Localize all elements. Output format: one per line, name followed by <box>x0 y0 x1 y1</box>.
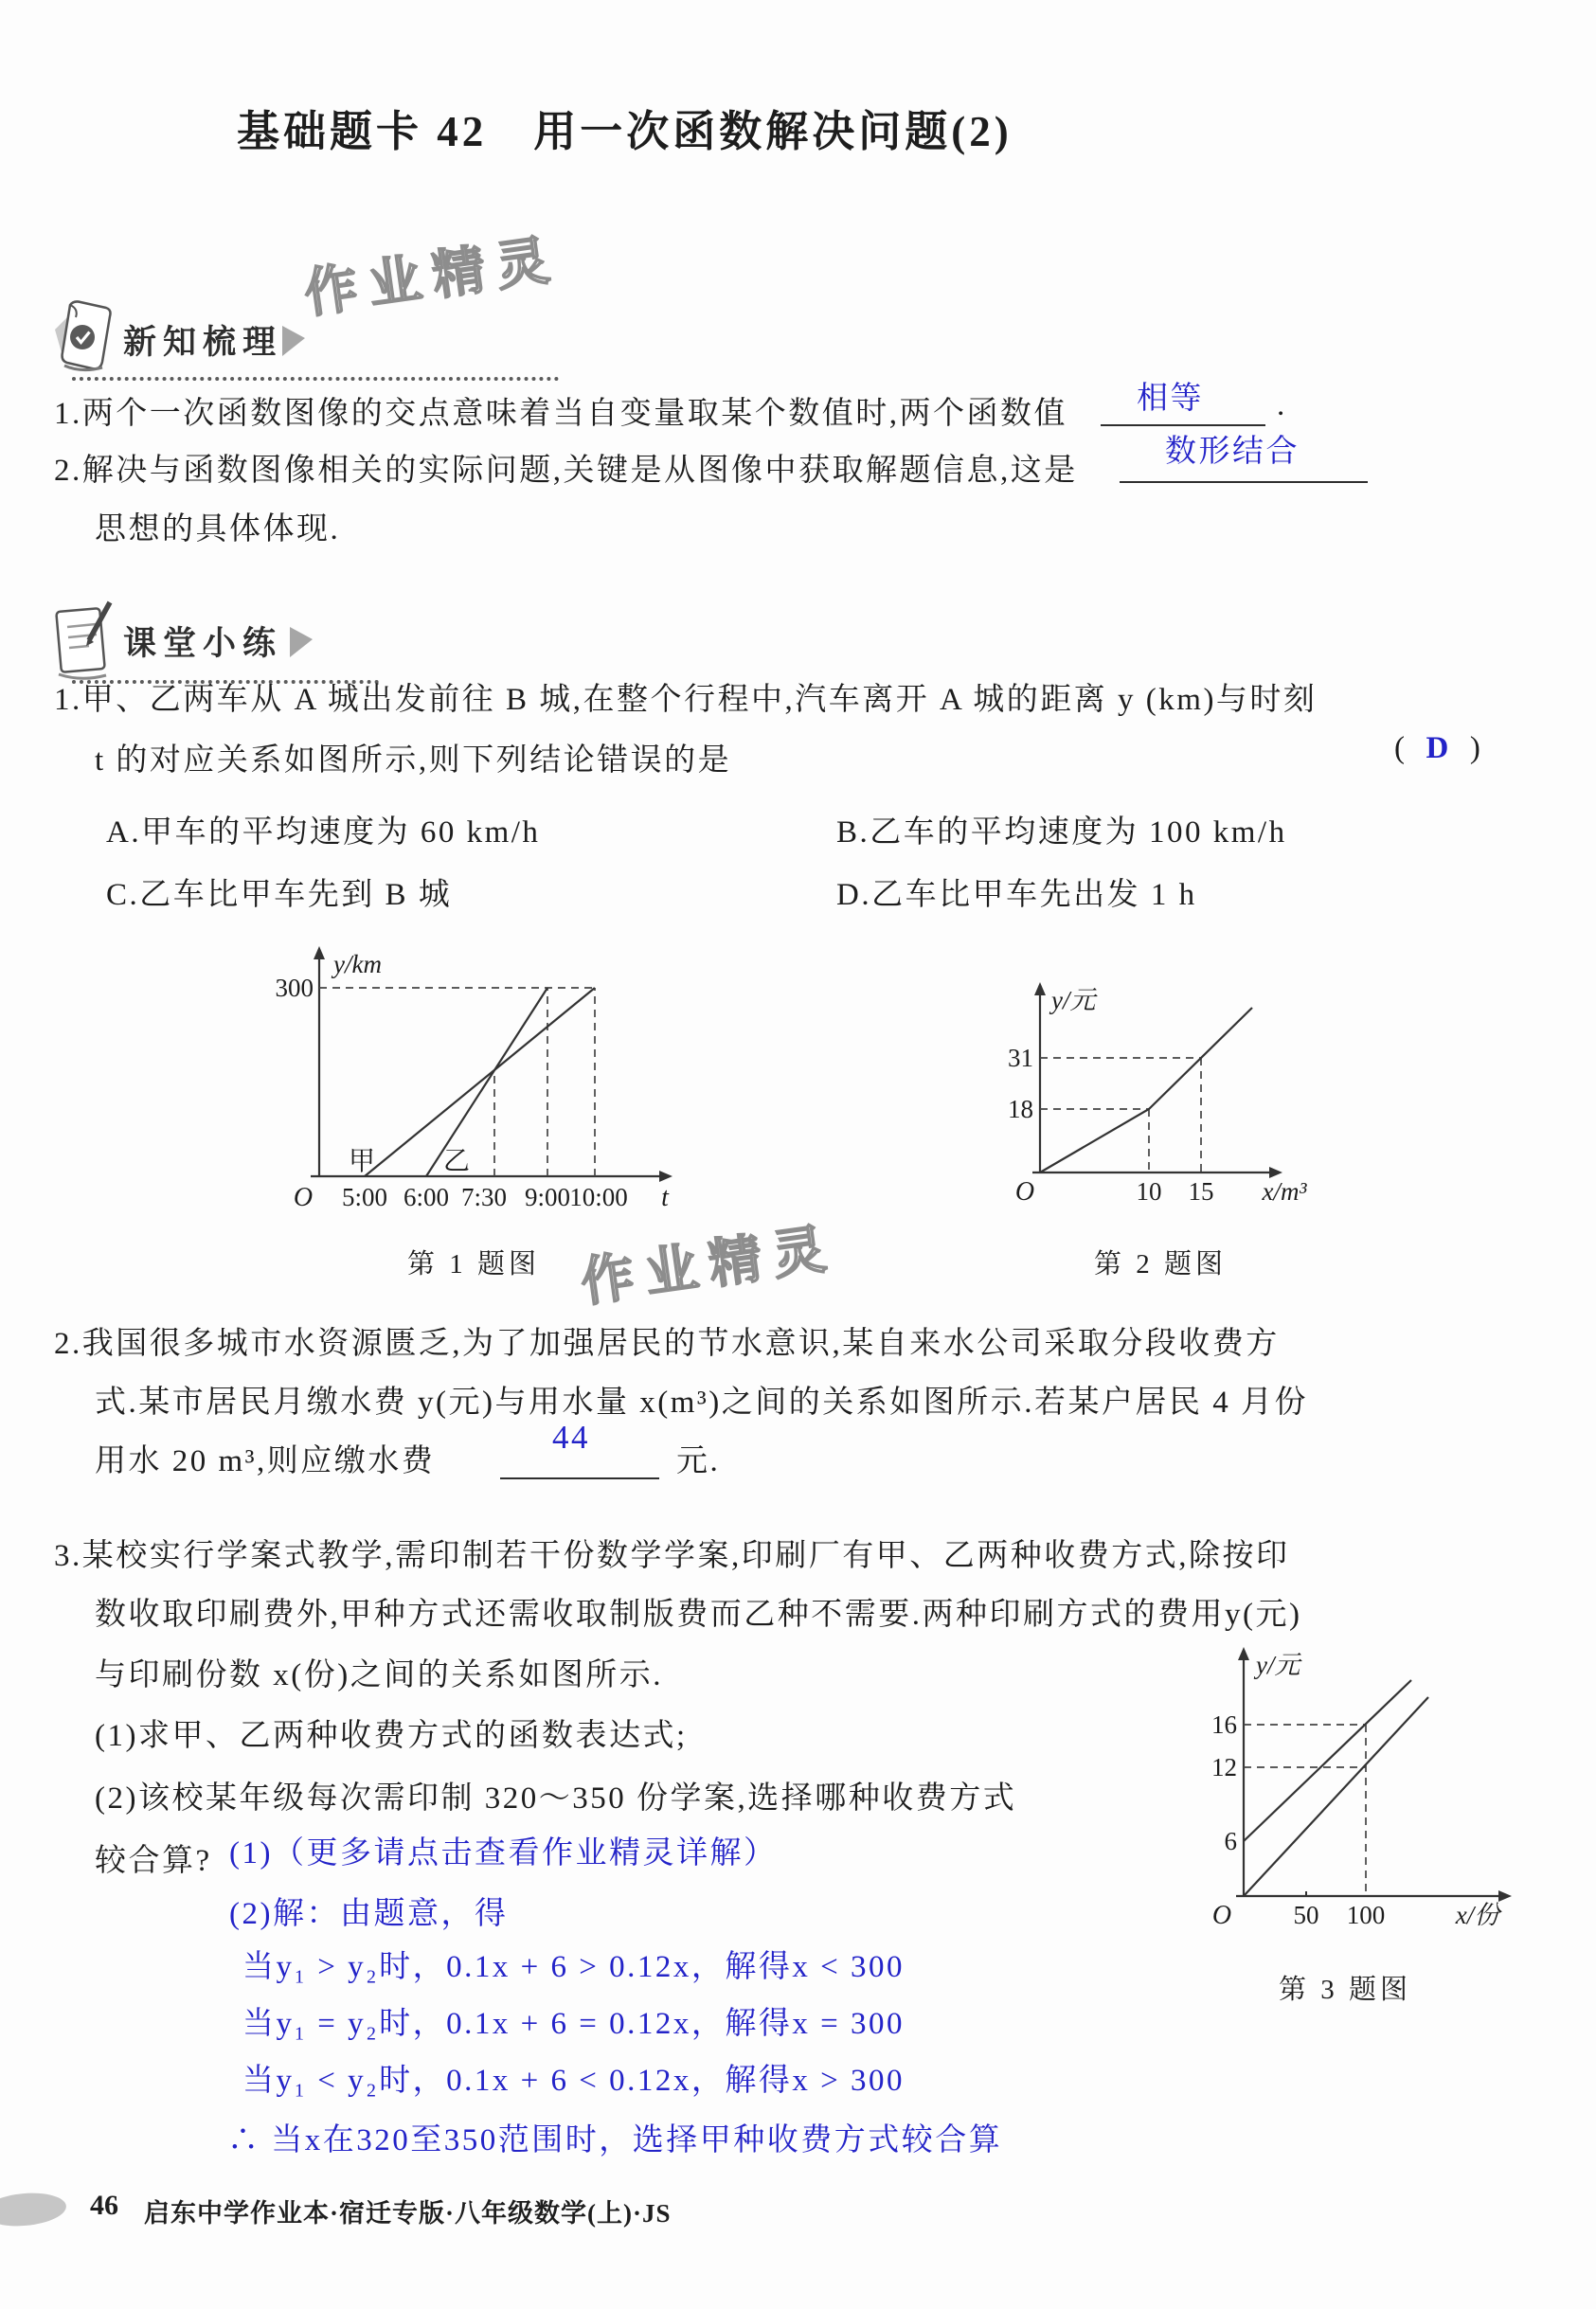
q3-subquestion-1: (1)求甲、乙两种收费方式的函数表达式; <box>95 1719 688 1753</box>
figure-3-graph <box>1193 1643 1534 1930</box>
figure-2-caption: 第 2 题图 <box>1093 1249 1227 1280</box>
fig3-y-axis-label: y/元 <box>1256 1651 1300 1679</box>
fig1-tick-1000: 10:00 <box>569 1183 628 1211</box>
fig1-tick-500: 5:00 <box>341 1183 388 1211</box>
figure-1-graph <box>256 942 691 1217</box>
page-title: 基础题卡 42 用一次函数解决问题(2) <box>237 108 1013 155</box>
section-triangle-icon-2 <box>290 627 313 657</box>
q3-subquestion-2: (2)该校某年级每次需印制 320～350 份学案,选择哪种收费方式 <box>95 1781 1017 1816</box>
q1-option-a: A.甲车的平均速度为 60 km/h <box>106 815 541 850</box>
fig3-y12-label: 12 <box>1211 1753 1237 1781</box>
fig2-tick-10: 10 <box>1136 1177 1162 1206</box>
review-answer-2: 数形结合 <box>1165 435 1300 469</box>
solution-line-3: 当y₁ > y₂时，0.1x + 6 > 0.12x，解得x < 300 <box>242 1950 905 1984</box>
fig2-y31-label: 31 <box>1008 1044 1033 1072</box>
scan-artifact-blob <box>0 2190 67 2229</box>
q1-answer-box <box>1394 731 1482 766</box>
review-item-2-continued: 思想的具体体现. <box>95 512 341 546</box>
scroll-check-icon <box>53 297 116 377</box>
section-divider-review <box>72 377 559 381</box>
fig2-tick-15: 15 <box>1188 1177 1214 1206</box>
review-item-1: 1.两个一次函数图像的交点意味着当自变量取某个数值时,两个函数值 <box>54 397 1067 431</box>
fig3-y6-label: 6 <box>1224 1827 1237 1855</box>
q2-line-2: 式.某市居民月缴水费 y(元)与用水量 x(m³)之间的关系如图所示.若某户居民 4 月份 <box>95 1386 1309 1420</box>
q1-line-1: 1.甲、乙两车从 A 城出发前往 B 城,在整个行程中,汽车离开 A 城的距离 y (km)与时刻 <box>54 683 1318 717</box>
section-triangle-icon <box>282 326 305 356</box>
q2-line-3: 用水 20 m³,则应缴水费 <box>95 1444 436 1478</box>
fig1-series-jia-label: 甲 <box>348 1147 376 1176</box>
fig3-origin-label: O <box>1211 1901 1232 1930</box>
q1-answer: D <box>1426 731 1451 765</box>
solution-line-4: 当y₁ = y₂时，0.1x + 6 = 0.12x，解得x = 300 <box>242 2007 905 2041</box>
fig3-y16-label: 16 <box>1211 1710 1237 1739</box>
q2-line-1: 2.我国很多城市水资源匮乏,为了加强居民的节水意识,某自来水公司采取分段收费方 <box>54 1327 1280 1361</box>
q1-option-d: D.乙车比甲车先出发 1 h <box>836 878 1197 912</box>
q1-line-2: t 的对应关系如图所示,则下列结论错误的是 <box>95 743 732 778</box>
q3-line-3: 与印刷份数 x(份)之间的关系如图所示. <box>95 1658 663 1692</box>
figure-3-caption: 第 3 题图 <box>1278 1975 1411 2005</box>
review-item-2: 2.解决与函数图像相关的实际问题,关键是从图像中获取解题信息,这是 <box>54 454 1078 488</box>
section-heading-review: 新知梳理 <box>123 324 283 361</box>
fig1-ymax-label: 300 <box>275 974 314 1002</box>
review-answer-1: 相等 <box>1137 382 1204 416</box>
fig1-y-axis-label: y/km <box>333 950 382 978</box>
q1-paren-right: ) <box>1469 731 1483 765</box>
clipboard-pencil-icon <box>51 599 117 682</box>
solution-more-details-link[interactable]: (1)（更多请点击查看作业精灵详解） <box>229 1836 778 1870</box>
q3-subquestion-2-continued: 较合算? <box>95 1844 212 1878</box>
fig3-tick-100: 100 <box>1346 1901 1386 1929</box>
solution-conclusion: ∴ 当x在320至350范围时，选择甲种收费方式较合算 <box>227 2123 1003 2157</box>
answer-blank-q2 <box>500 1477 659 1479</box>
answer-blank-2 <box>1120 481 1368 483</box>
q3-line-1: 3.某校实行学案式教学,需印制若干份数学学案,印刷厂有甲、乙两种收费方式,除按印 <box>54 1539 1290 1573</box>
figure-2-graph <box>1004 980 1326 1217</box>
q3-line-2: 数收取印刷费外,甲种方式还需收取制版费而乙种不需要.两种印刷方式的费用y(元) <box>95 1598 1302 1632</box>
footer-page-number: 46 <box>90 2190 118 2221</box>
watermark-top: 作业精灵 <box>300 228 565 324</box>
q1-option-b: B.乙车的平均速度为 100 km/h <box>836 815 1287 850</box>
fig1-series-yi-label: 乙 <box>442 1147 471 1176</box>
q2-answer: 44 <box>552 1419 590 1456</box>
fig3-tick-50: 50 <box>1293 1901 1319 1929</box>
solution-line-2: (2)解：由题意，得 <box>229 1897 509 1931</box>
footer-text: 启东中学作业本·宿迁专版·八年级数学(上)·JS <box>144 2199 672 2228</box>
q1-option-c: C.乙车比甲车先到 B 城 <box>106 878 453 912</box>
q2-suffix: 元. <box>676 1444 721 1478</box>
fig1-tick-730: 7:30 <box>460 1183 508 1211</box>
fig2-x-axis-label: x/m³ <box>1262 1177 1307 1206</box>
fig1-tick-900: 9:00 <box>524 1183 571 1211</box>
fig1-origin-label: O <box>293 1183 314 1212</box>
fig2-origin-label: O <box>1014 1177 1035 1207</box>
fig2-y18-label: 18 <box>1008 1095 1033 1123</box>
q1-paren-left: ( <box>1394 731 1408 765</box>
fig3-x-axis-label: x/份 <box>1455 1901 1500 1929</box>
watermark-middle: 作业精灵 <box>577 1217 841 1313</box>
fig2-y-axis-label: y/元 <box>1051 986 1096 1014</box>
solution-line-5: 当y₁ < y₂时，0.1x + 6 < 0.12x，解得x > 300 <box>242 2064 905 2098</box>
fig1-tick-600: 6:00 <box>403 1183 450 1211</box>
fig1-x-axis-label: t <box>661 1183 669 1212</box>
section-heading-practice: 课堂小练 <box>123 625 283 662</box>
review-item-1-period: . <box>1277 388 1287 422</box>
figure-1-caption: 第 1 题图 <box>406 1249 540 1280</box>
